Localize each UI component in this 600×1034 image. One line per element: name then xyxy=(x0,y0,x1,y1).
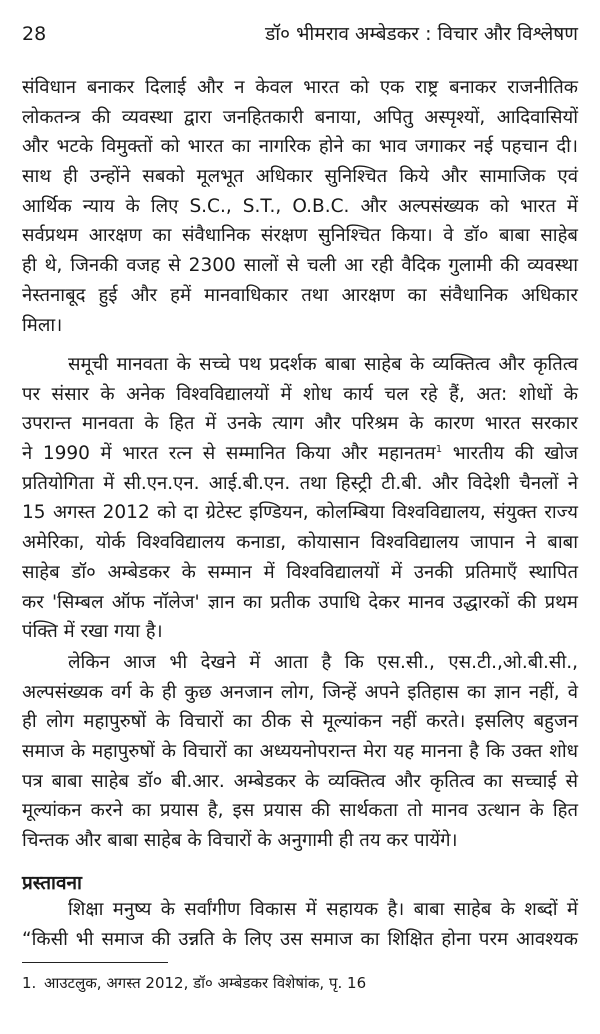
text-line: समूची मानवता के सच्चे पथ प्रदर्शक बाबा साहेब के व्यक्तित्व और कृतित्व xyxy=(68,354,578,375)
text-line: अमेरिका, योर्क विश्वविद्यालय कनाडा, कोयासान विश्वविद्यालय जापान ने बाबा xyxy=(22,532,578,554)
paragraph-3 xyxy=(22,648,578,856)
footnote-divider xyxy=(22,962,168,963)
text-line: समाज के महापुरुषों के विचारों का अध्ययनोपरान्त मेरा यह मानना है कि उक्त शोध xyxy=(22,741,578,763)
text-line: सर्वप्रथम आरक्षण का संवैधानिक संरक्षण सुनिश्चित किया। वे डॉ० बाबा साहेब xyxy=(22,225,578,247)
text-line: पंक्ति में रखा गया है। xyxy=(22,621,163,643)
running-title: डॉ० भीमराव अम्बेडकर : विचार और विश्लेषण xyxy=(265,23,578,45)
text-line: आर्थिक न्याय के लिए S.C., S.T., O.B.C. और अल्पसंख्यक को भारत में xyxy=(22,195,578,217)
section-heading: प्रस्तावना xyxy=(22,872,82,894)
text-line: अल्पसंख्यक वर्ग के ही कुछ अनजान लोग, जिन्हें अपने इतिहास का ज्ञान नहीं, वे xyxy=(22,681,578,703)
text-line: पर संसार के अनेक विश्वविद्यालयों में शोध कार्य चल रहे हैं, अत: शोधों के xyxy=(22,383,578,405)
text-line: “किसी भी समाज की उन्नति के लिए उस समाज का शिक्षित होना परम आवश्यक xyxy=(22,928,578,950)
running-header xyxy=(22,20,578,48)
text-line: मिला। xyxy=(22,314,63,336)
text-line: साथ ही उन्होंने सबको मूलभूत अधिकार सुनिश्चित किये और सामाजिक एवं xyxy=(22,166,578,188)
text-line: 15 अगस्त 2012 को दा ग्रेटेस्ट इण्डियन, कोलम्बिया विश्वविद्यालय, संयुक्त राज्य xyxy=(22,502,578,524)
paragraph-4 xyxy=(22,895,578,954)
text-segment: भारतीय की खोज xyxy=(442,443,578,465)
text-line: लेकिन आज भी देखने में आता है कि एस.सी., एस.टी.,ओ.बी.सी., xyxy=(68,652,578,673)
text-segment: ने 1990 में भारत रत्न से सम्मानित किया और महानतम xyxy=(22,443,436,465)
text-line: कर 'सिम्बल ऑफ नॉलेज' ज्ञान का प्रतीक उपाधि देकर मानव उद्धारकों की प्रथम xyxy=(22,591,578,613)
footnote-ref[interactable]: 1 xyxy=(435,443,443,455)
text-line: शिक्षा मनुष्य के सर्वांगीण विकास में सहायक है। बाबा साहेब के शब्दों में xyxy=(68,899,578,920)
text-line: ही थे, जिनकी वजह से 2300 सालों से चली आ रही वैदिक गुलामी की व्यवस्था xyxy=(22,255,578,277)
text-line xyxy=(22,439,578,469)
text-line: संविधान बनाकर दिलाई और न केवल भारत को एक राष्ट्र बनाकर राजनीतिक xyxy=(22,77,578,98)
text-line: चिन्तक और बाबा साहेब के विचारों के अनुगामी ही तय कर पायेंगे। xyxy=(22,830,458,852)
footnote-number: 1. xyxy=(22,974,37,992)
footnote xyxy=(22,972,366,994)
text-line: उपरान्त मानवता के हित में उनके त्याग और परिश्रम के कारण भारत सरकार xyxy=(22,413,578,435)
text-line: मूल्यांकन करने का प्रयास है, इस प्रयास की सार्थकता तो मानव उत्थान के हित xyxy=(22,800,578,822)
text-line: पत्र बाबा साहेब डॉ० बी.आर. अम्बेडकर के व्यक्तित्व और कृतित्व का सच्चाई से xyxy=(22,770,578,792)
text-line: साहेब डॉ० अम्बेडकर के सम्मान में विश्वविद्यालयों में उनकी प्रतिमाएँ स्थापित xyxy=(22,561,578,583)
text-line: प्रतियोगिता में सी.एन.एन. आई.बी.एन. तथा हिस्ट्री टी.बी. और विदेशी चैनलों ने xyxy=(22,472,578,494)
text-line: लोकतन्त्र की व्यवस्था द्वारा जनहितकारी बनाया, अपितु अस्पृश्यों, आदिवासियों xyxy=(22,106,578,128)
paragraph-1 xyxy=(22,73,578,340)
text-line: नेस्तनाबूद हुई और हमें मानवाधिकार तथा आरक्षण का संवैधानिक अधिकार xyxy=(22,284,578,306)
text-line: और भटके विमुक्तों को भारत का नागरिक होने का भाव जगाकर नई पहचान दी। xyxy=(22,136,578,158)
paragraph-2 xyxy=(22,350,578,647)
page-number: 28 xyxy=(22,23,47,45)
text-line: ही लोग महापुरुषों के विचारों का ठीक से मूल्यांकन नहीं करते। इसलिए बहुजन xyxy=(22,711,578,733)
footnote-text: आउटलुक, अगस्त 2012, डॉ० अम्बेडकर विशेषांक, पृ. 16 xyxy=(44,974,367,992)
